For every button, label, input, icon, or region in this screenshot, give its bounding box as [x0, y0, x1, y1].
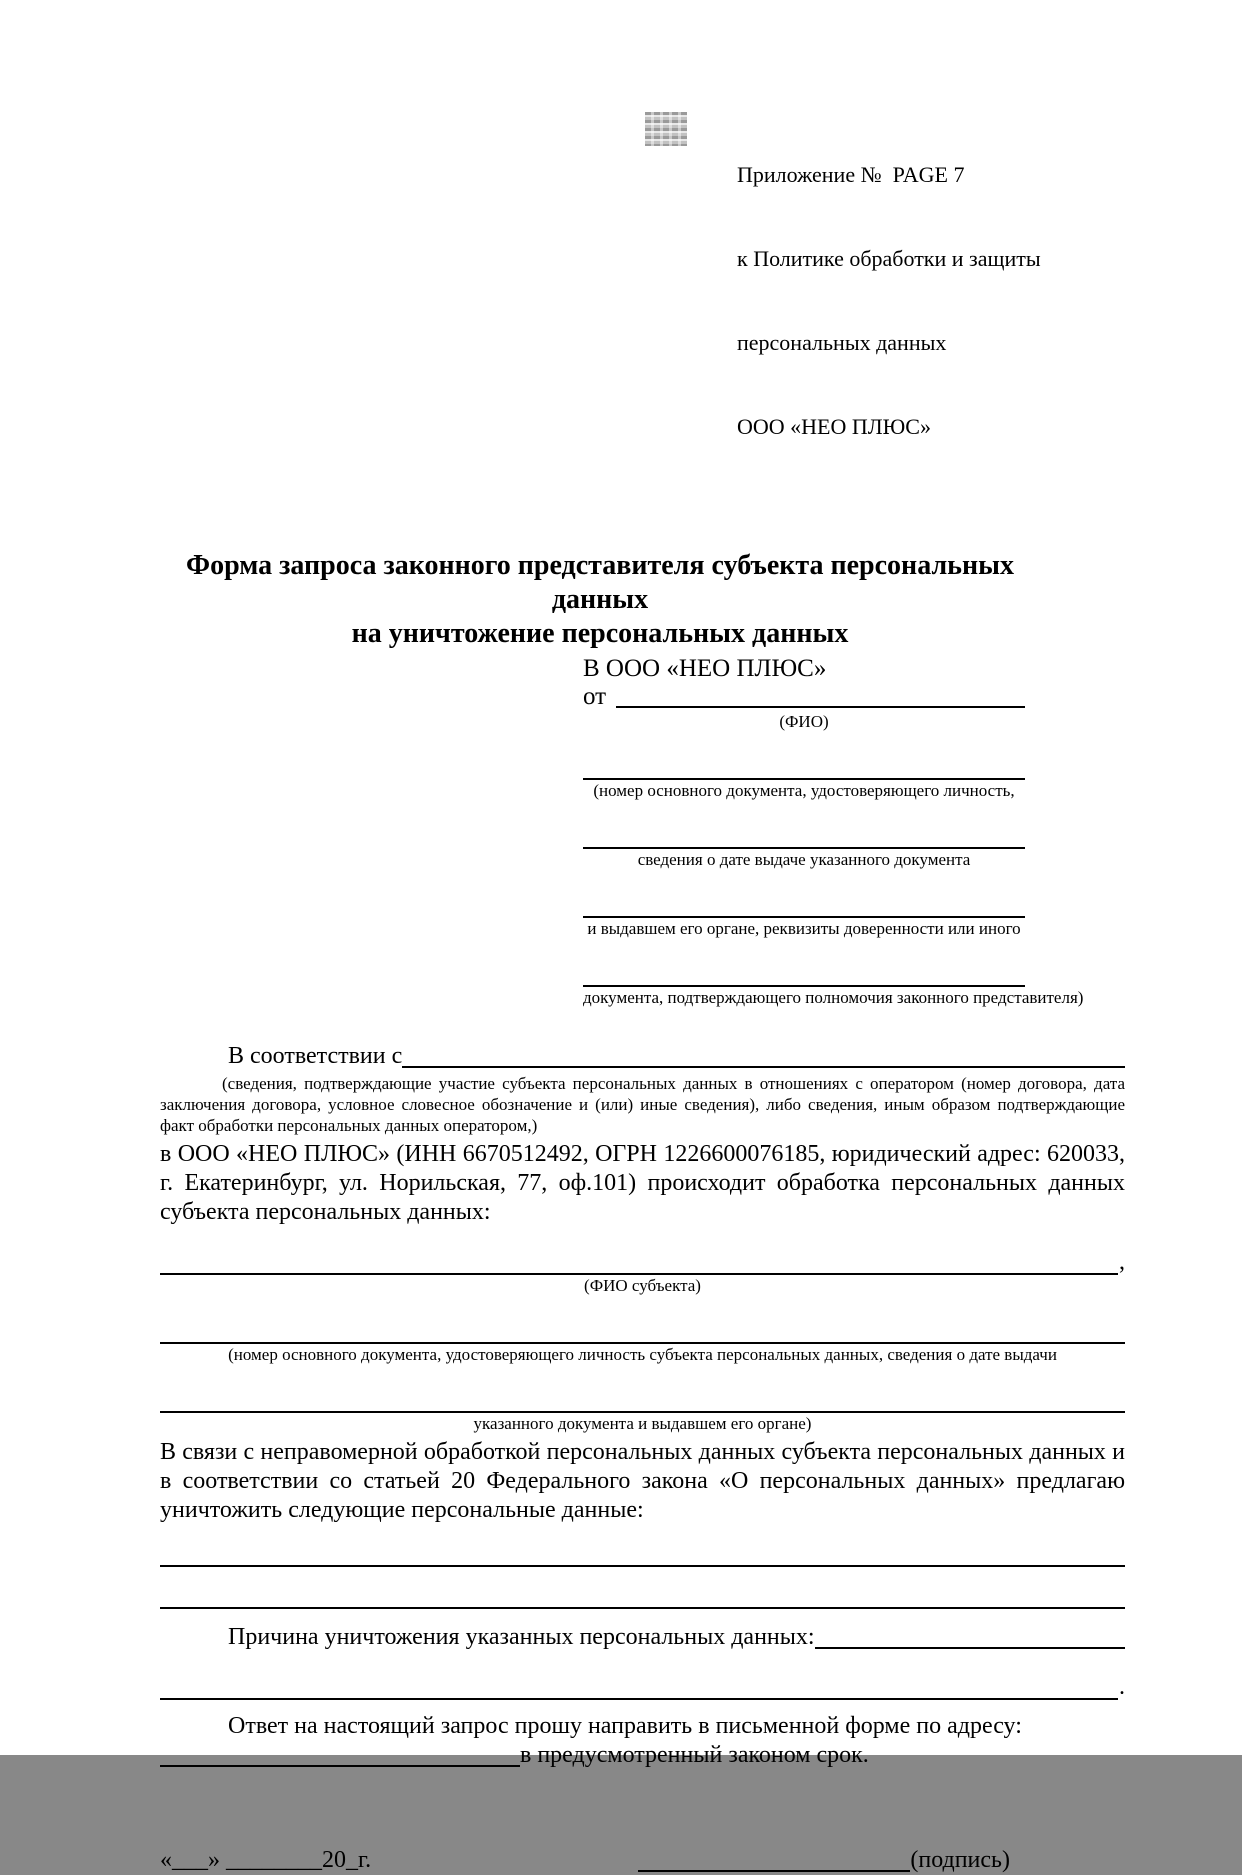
reason-continuation-field[interactable] — [160, 1674, 1118, 1700]
addressee-block — [583, 655, 1084, 1008]
reason-continuation-row — [160, 1674, 1125, 1700]
reply-text-1: Ответ на настоящий запрос прошу направить в письменной форме по адресу: — [228, 1713, 1022, 1739]
applicant-doc-field-3[interactable] — [583, 892, 1025, 918]
applicant-doc-field-2[interactable] — [583, 823, 1025, 849]
applicant-doc-caption-1: (номер основного документа, удостоверяющего личность, — [593, 781, 1015, 800]
subject-fio-caption: (ФИО субъекта) — [584, 1276, 701, 1295]
applicant-fio-field[interactable] — [616, 688, 1025, 708]
form-title-line-1: Форма запроса законного представителя субъекта персональных данных — [186, 550, 1014, 615]
accordance-field[interactable] — [402, 1048, 1125, 1068]
applicant-doc-field-1[interactable] — [583, 754, 1025, 780]
reply-row-1 — [160, 1712, 1125, 1741]
accordance-label: В соответствии с — [228, 1043, 403, 1069]
operator-paragraph: в ООО «НЕО ПЛЮС» (ИНН 6670512492, ОГРН 1226600076185, юридический адрес: 620033, г. Екатеринбург, ул. Норильская, 77, оф.101) происходит обработка персональных данных субъекта персональных данных: — [160, 1141, 1125, 1225]
policy-line-1: к Политике обработки и защиты — [737, 246, 1041, 271]
applicant-doc-caption-2: сведения о дате выдаче указанного документа — [637, 850, 971, 869]
reason-field[interactable] — [815, 1629, 1125, 1649]
form-body — [160, 1042, 1125, 1875]
subject-doc-caption-2: указанного документа и выдавшем его органе) — [473, 1414, 812, 1433]
destroy-paragraph: В связи с неправомерной обработкой персональных данных субъекта персональных данных и в соответствии со статьей 20 Федерального закона «О персональных данных» предлагаю уничтожить следующие персональные данные: — [160, 1439, 1125, 1523]
subject-fio-field[interactable] — [160, 1249, 1118, 1275]
subject-doc-caption-1: (номер основного документа, удостоверяющего личность субъекта персональных данных, сведения о дате выдачи — [228, 1345, 1057, 1364]
reason-label: Причина уничтожения указанных персональных данных: — [228, 1624, 815, 1650]
subject-doc-row-2 — [160, 1387, 1125, 1413]
reply-text-2: в предусмотренный законом срок. — [520, 1742, 869, 1768]
form-title-line-2: на уничтожение персональных данных — [351, 618, 849, 649]
subject-fio-row — [160, 1249, 1125, 1275]
appendix-number-line: Приложение № PAGE 7 — [737, 162, 965, 187]
text-lines-icon — [645, 112, 687, 146]
addressee-to: В ООО «НЕО ПЛЮС» — [583, 655, 827, 682]
accordance-row — [160, 1042, 1125, 1071]
subject-doc-field-2[interactable] — [160, 1387, 1125, 1413]
reason-line-suffix: . — [1119, 1674, 1125, 1700]
organization-name: ООО «НЕО ПЛЮС» — [737, 414, 931, 439]
reply-row-2 — [160, 1741, 1125, 1770]
reason-row — [160, 1623, 1125, 1652]
policy-line-2: персональных данных — [737, 330, 947, 355]
date-blank[interactable]: «___» ________20_г. — [160, 1847, 372, 1873]
reply-address-field[interactable] — [160, 1747, 520, 1767]
data-to-destroy-field-1[interactable] — [160, 1525, 1125, 1567]
form-title — [160, 549, 1040, 651]
signature-group — [638, 1846, 1010, 1875]
fio-caption: (ФИО) — [779, 712, 829, 731]
applicant-doc-caption-3: и выдавшем его органе, реквизиты доверенности или иного — [587, 919, 1021, 938]
subject-doc-row-1 — [160, 1318, 1125, 1344]
from-label: от — [583, 683, 607, 710]
data-to-destroy-field-2[interactable] — [160, 1567, 1125, 1609]
signature-row — [160, 1846, 1125, 1875]
subject-doc-field-1[interactable] — [160, 1318, 1125, 1344]
appendix-header — [737, 105, 1125, 497]
signature-field[interactable] — [638, 1852, 910, 1872]
signature-caption: (подпись) — [910, 1847, 1010, 1873]
applicant-doc-field-4[interactable] — [583, 961, 1025, 987]
accordance-note: (сведения, подтверждающие участие субъекта персональных данных в отношениях с оператором (номер договора, дата заключения договора, условное словесное обозначение и (или) иные сведения), либо сведения, иным образом подтверждающие факт обработки персональных данных оператором,) — [160, 1074, 1125, 1135]
subject-fio-line-suffix: , — [1119, 1249, 1125, 1275]
from-row — [583, 683, 1025, 711]
applicant-doc-caption-4: документа, подтверждающего полномочия законного представителя) — [583, 988, 1084, 1007]
